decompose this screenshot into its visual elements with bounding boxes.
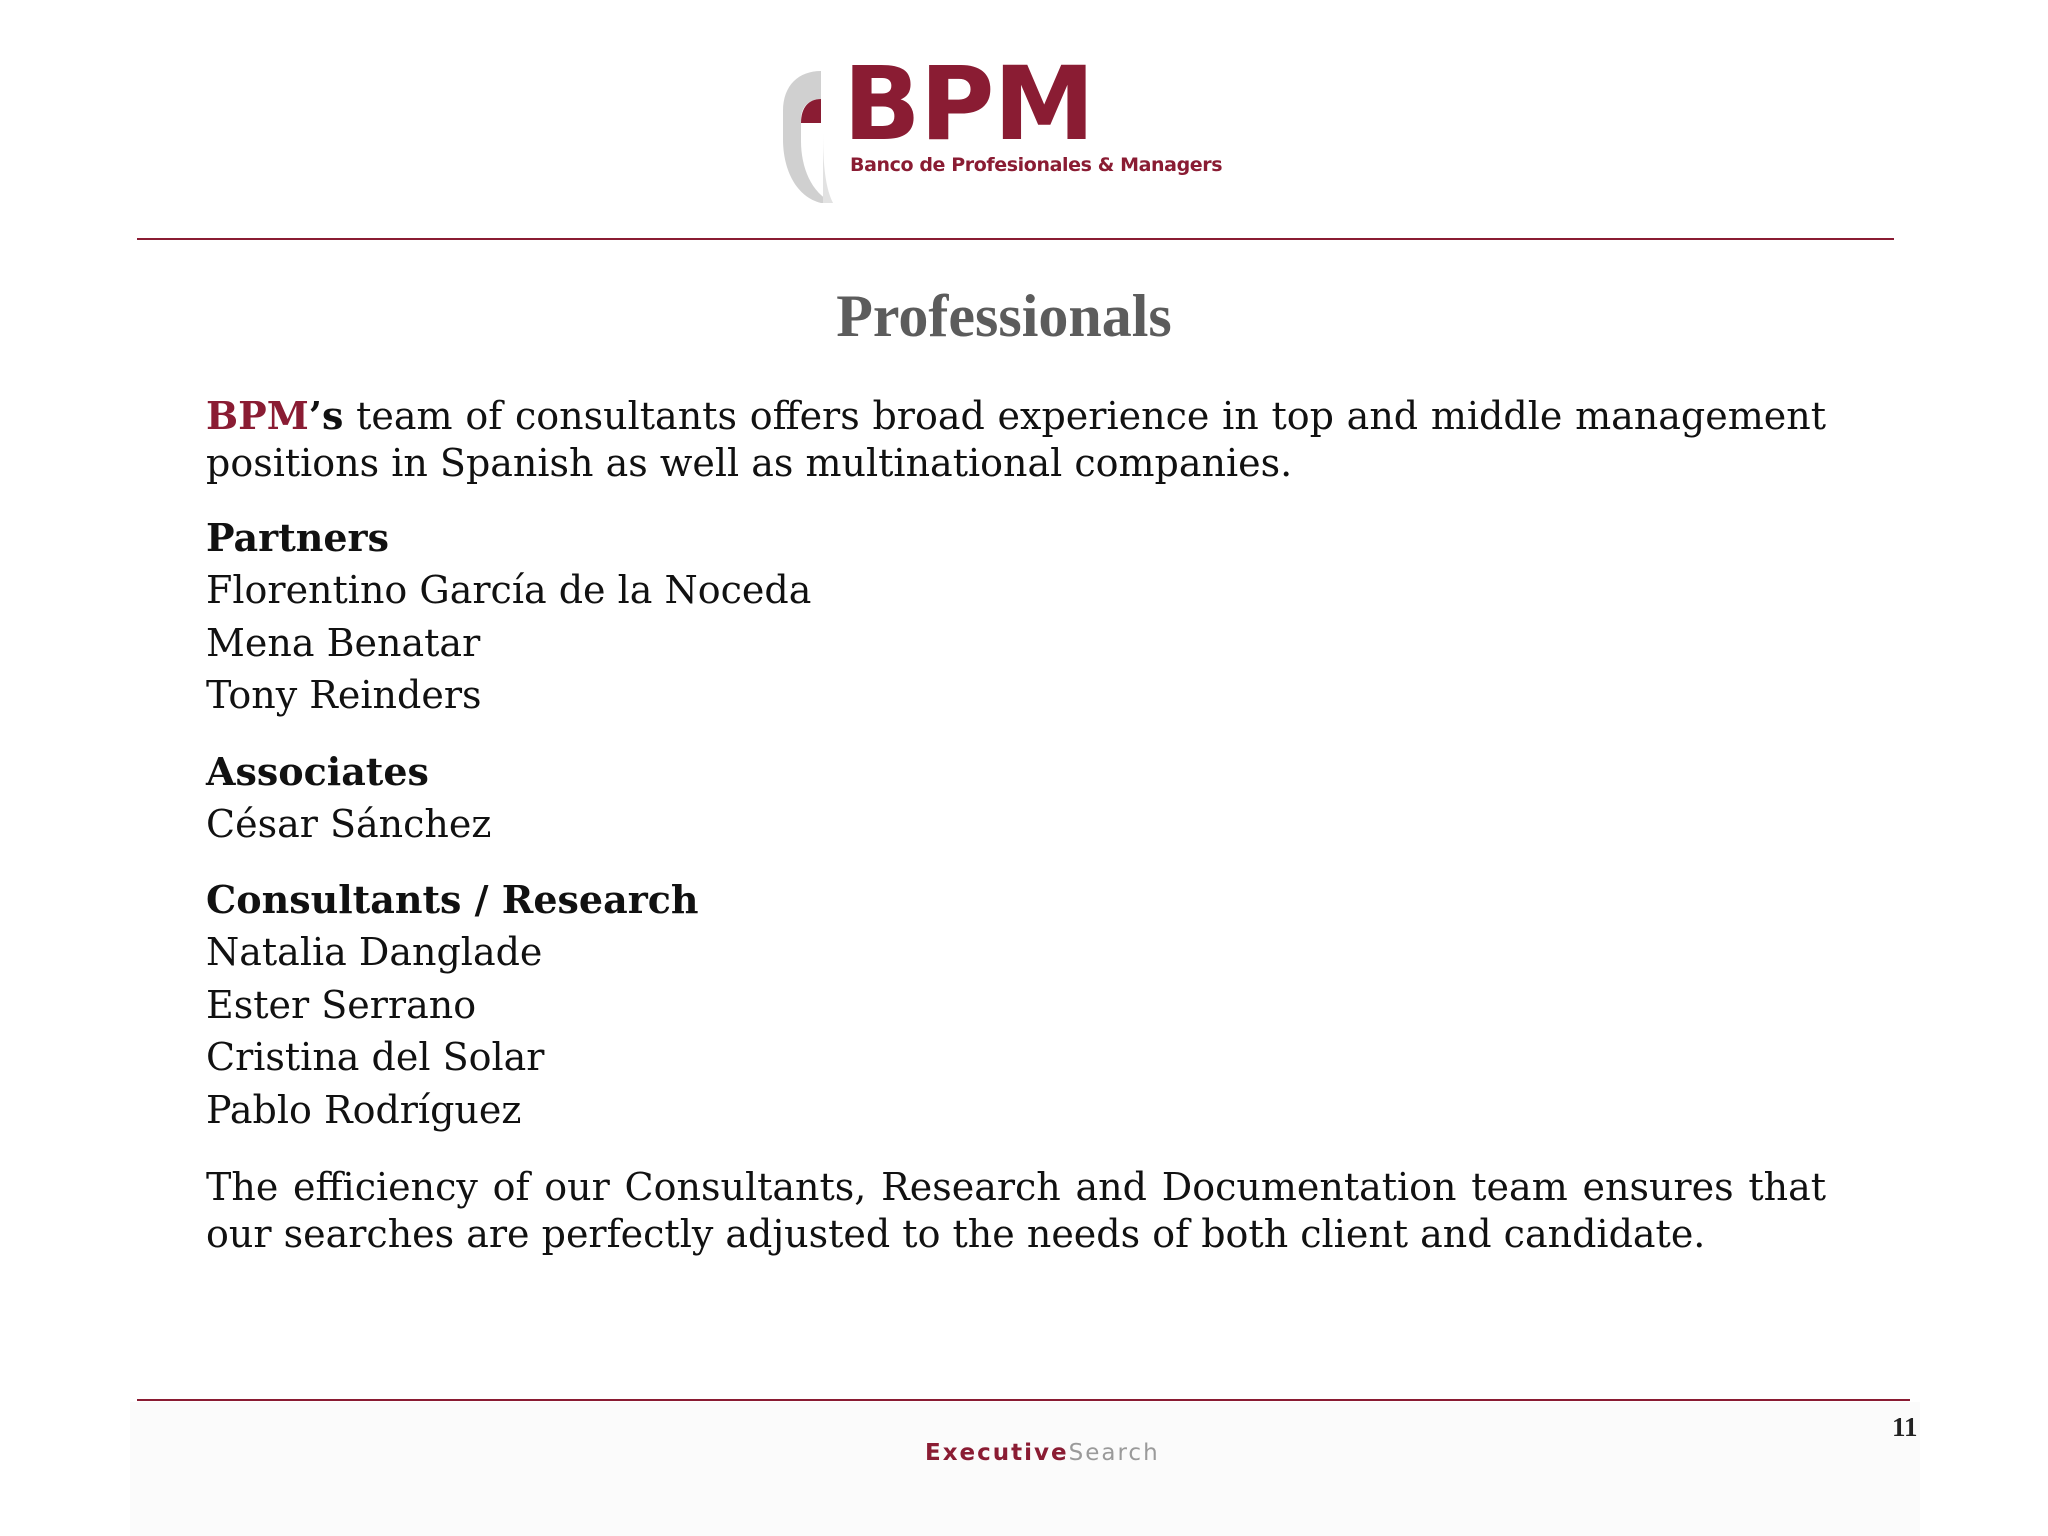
associates-heading: Associates — [206, 748, 429, 794]
logo-subtitle: Banco de Profesionales & Managers — [850, 154, 1223, 176]
intro-paragraph — [206, 392, 1826, 487]
footer-divider — [137, 1399, 1910, 1401]
logo-emblem-icon — [783, 71, 839, 203]
partner-name: Florentino García de la Noceda — [206, 568, 812, 612]
intro-brand-suffix: ’s — [308, 393, 344, 438]
closing-paragraph: The efficiency of our Consultants, Research and Documentation team ensures that our searches are perfectly adjusted to the needs of both client and candidate. — [206, 1165, 1826, 1256]
intro-brand: BPM — [206, 393, 309, 438]
footer-brand-executive: Executive — [925, 1440, 1069, 1466]
partner-name: Mena Benatar — [206, 620, 481, 665]
associate-name: César Sánchez — [206, 801, 492, 846]
consultants-section — [206, 874, 1826, 1136]
footer-brand-search: Search — [1068, 1440, 1160, 1466]
consultant-name: Natalia Danglade — [206, 930, 543, 974]
logo-wordmark: BPM — [843, 45, 1095, 164]
consultant-name: Cristina del Solar — [206, 1035, 545, 1079]
consultant-name: Ester Serrano — [206, 982, 477, 1027]
consultants-heading: Consultants / Research — [206, 877, 699, 922]
page-title: Professionals — [836, 283, 1172, 349]
header-divider — [137, 238, 1894, 240]
partner-name: Tony Reinders — [206, 673, 482, 717]
intro-text: team of consultants offers broad experience in top and middle management positions in Spanish as well as multinational companies. — [206, 394, 1826, 485]
bpm-logo — [783, 45, 1223, 208]
main-content — [206, 392, 1826, 1258]
associates-section — [206, 746, 1826, 851]
consultant-name: Pablo Rodríguez — [206, 1087, 522, 1132]
footer-brand — [925, 1440, 1160, 1466]
page-number: 11 — [1892, 1412, 1918, 1442]
partners-heading: Partners — [206, 515, 389, 560]
footer-band — [130, 1402, 1920, 1536]
partners-section — [206, 512, 1826, 722]
